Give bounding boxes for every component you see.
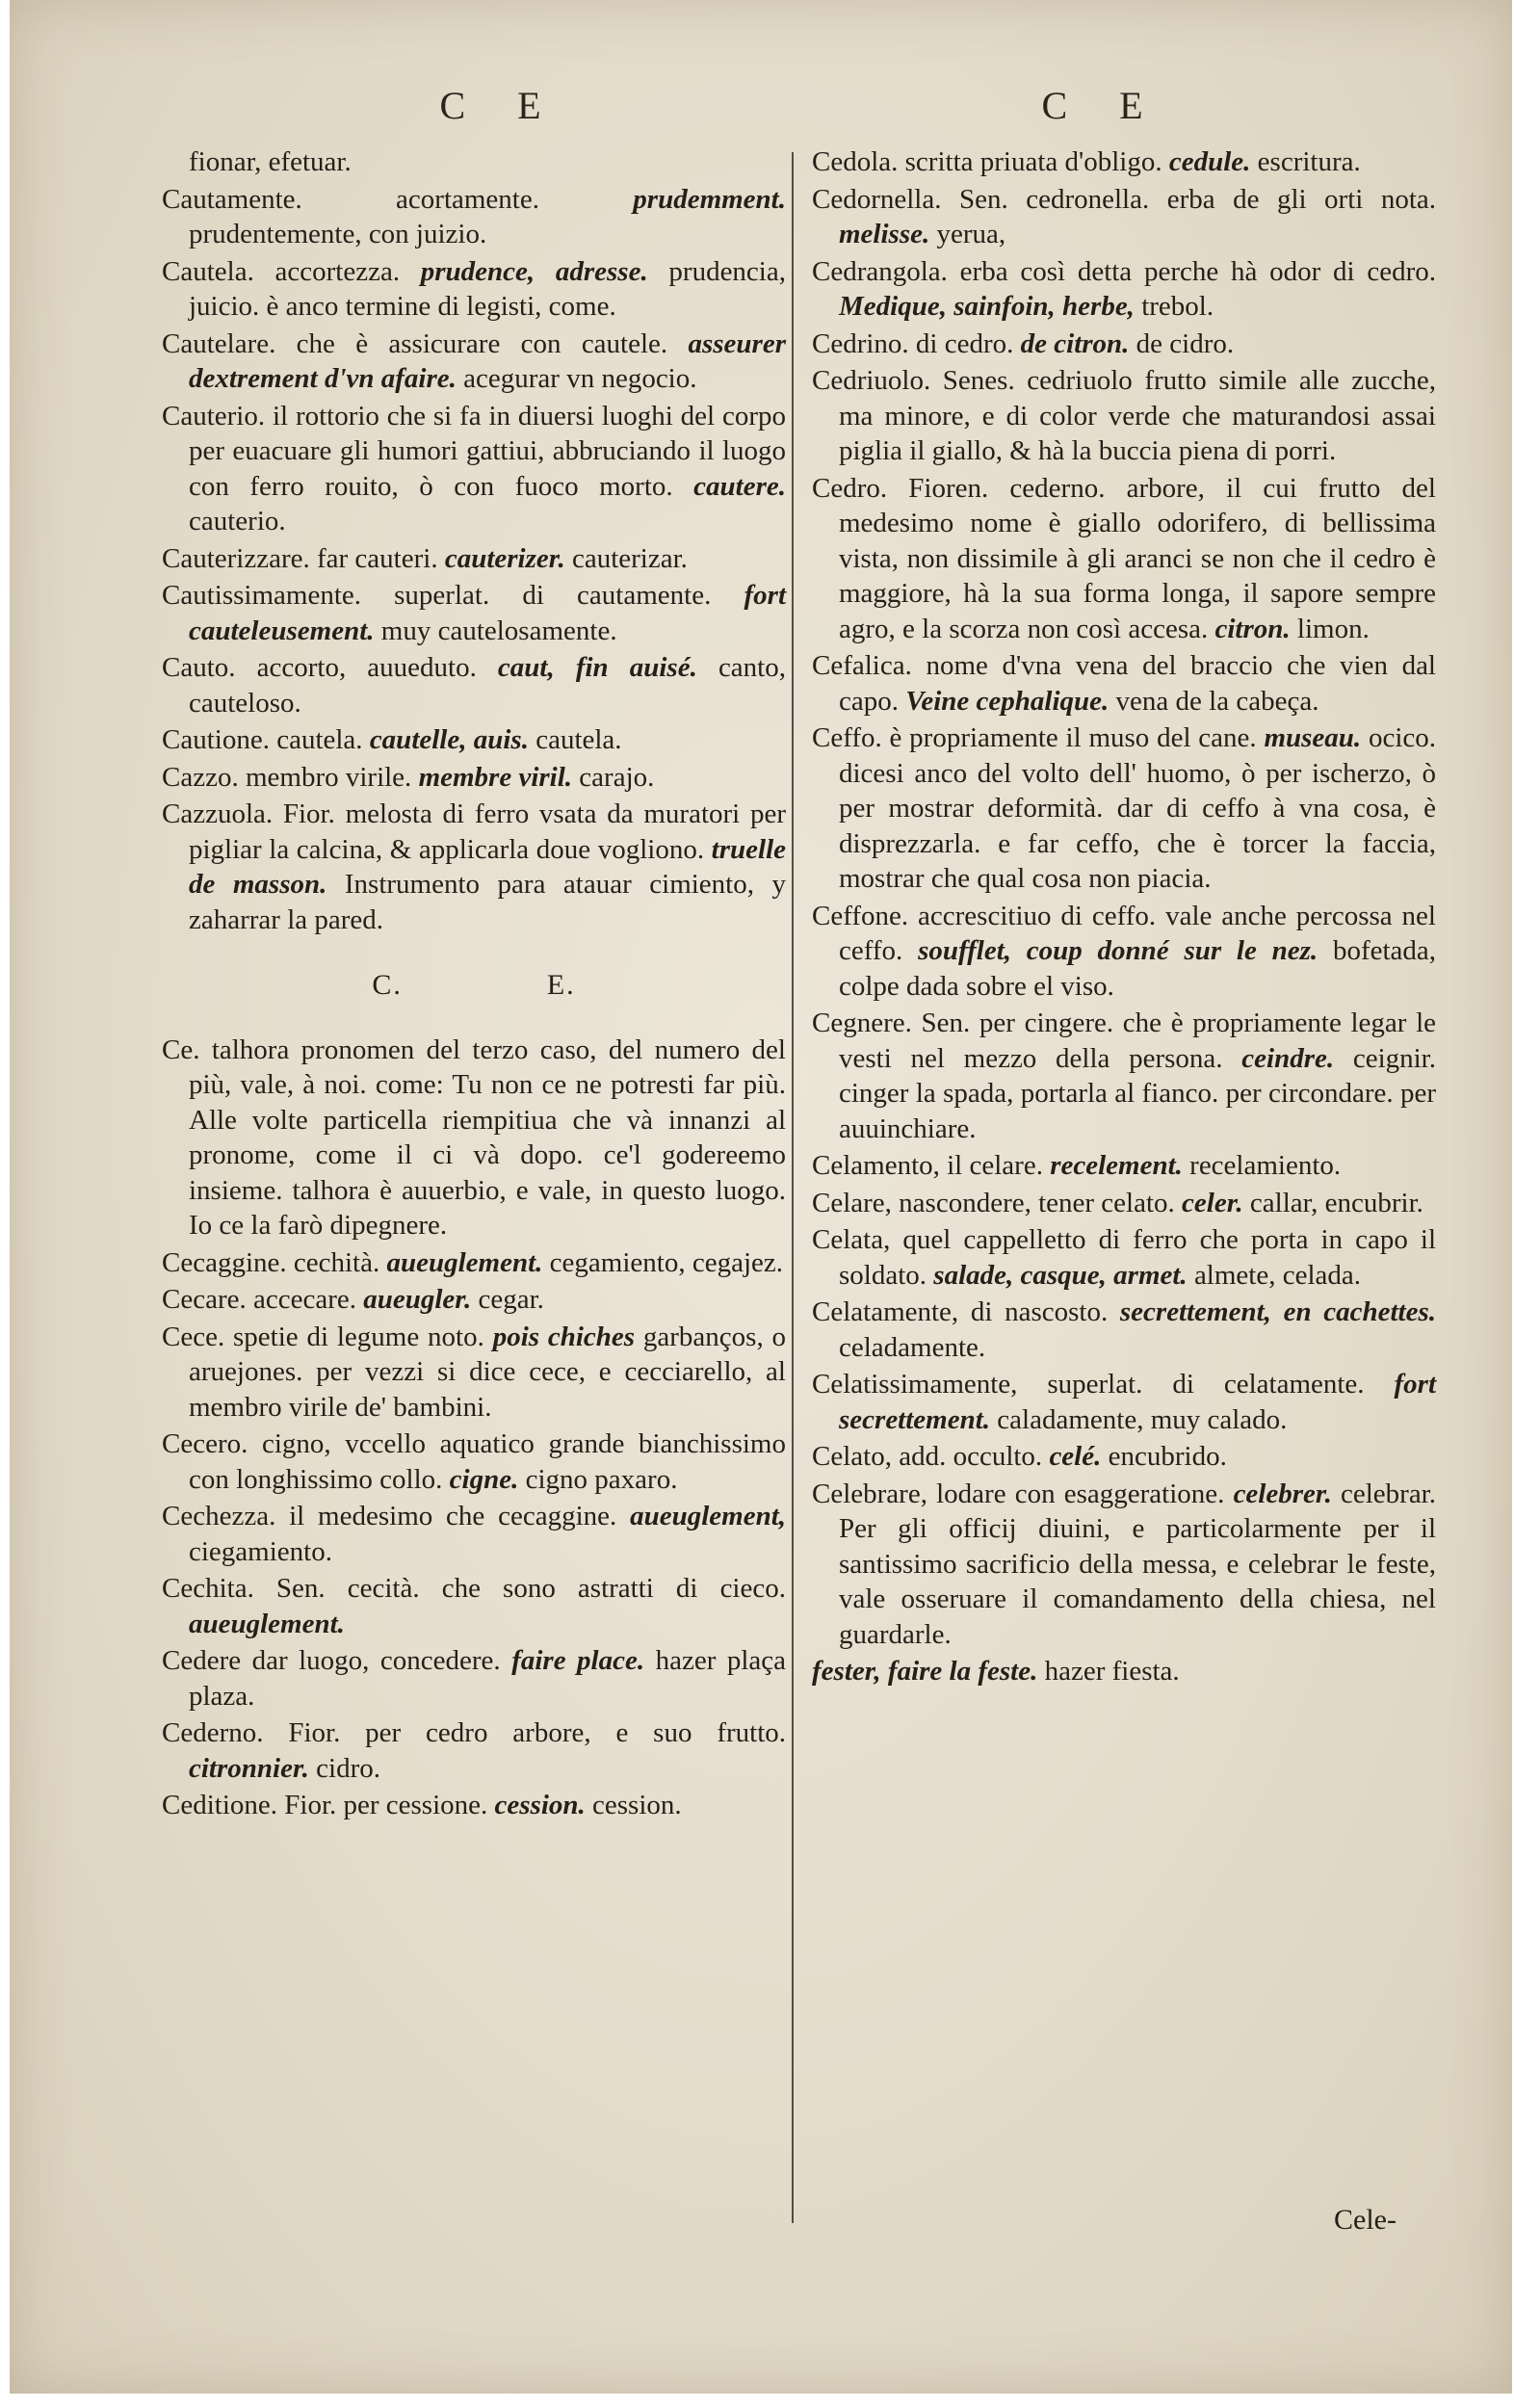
entry-text: Cefalica. nome d'vna vena del braccio che vien dal capo. [812,650,1436,717]
entry-text: fionar, efetuar. [189,146,352,177]
spanish-equivalent: limon. [1296,613,1370,644]
french-equivalent: citronnier. [189,1752,309,1784]
french-equivalent: recelement. [1050,1150,1183,1181]
french-equivalent: celebrer. [1233,1478,1332,1509]
dictionary-entry [162,1499,786,1569]
spanish-equivalent: prudencia, juicio. è anco termine di legisti, come. [189,255,786,322]
dictionary-entry [162,399,786,539]
dictionary-entry [162,327,786,397]
left-entries [162,144,786,937]
french-equivalent: Veine cephalique. [905,685,1109,717]
entry-text: Celare, nascondere, tener celato. [812,1187,1175,1218]
entry-text: Cautissimamente. superlat. di cautamente. [162,580,712,611]
dictionary-entry [812,648,1436,719]
spanish-equivalent: ocico. dicesi anco del volto dell' huomo, ò per ischerzo, ò per mostrar deformità. dar di ceffo à vna cosa, è disprezzarla. e far ceffo, che è torcer la faccia, mostrar che qual cosa non piacia. [839,722,1437,894]
entry-text: Cedriuolo. Senes. cedriuolo frutto simile alle zucche, ma minore, e di color verde che maturandosi assai piglia il giallo, & hà la buccia piena di porri. [812,365,1436,466]
entry-text: Cautela. accortezza. [162,255,401,287]
dictionary-entry [812,1654,1436,1689]
spanish-equivalent: cauterio. [189,506,286,537]
right-entries [812,144,1436,1689]
entry-text: Cazzo. membro virile. [162,761,412,793]
spanish-equivalent: celebrar. Per gli officij diuini, e particolarmente per il santissimo sacrificio della messa, e celebrar le feste, vale osseruare il comandamento della chiesa, nel guardarle. [839,1478,1436,1650]
french-equivalent: membre viril. [418,761,573,793]
spanish-equivalent: ceignir. cinger la spada, portarla al fianco. per circondare. per auuinchiare. [839,1042,1436,1144]
dictionary-entry [812,1186,1436,1221]
spanish-equivalent: carajo. [579,761,655,793]
french-equivalent: aueugler. [363,1284,472,1315]
entry-text: Ceffo. è propriamente il muso del cane. [812,722,1257,753]
french-equivalent: salade, casque, armet. [933,1259,1188,1291]
french-equivalent: cauterizer. [444,542,565,574]
spanish-equivalent: almete, celada. [1193,1259,1362,1291]
dictionary-entry [812,144,1436,180]
entry-text: Celatissimamente, superlat. di celatamente. [812,1369,1365,1400]
dictionary-entry [162,1788,786,1823]
dictionary-entry [812,1222,1436,1293]
dictionary-entry [812,471,1436,647]
spanish-equivalent: Instrumento para atauar cimiento, y zaharrar la pared. [189,869,786,935]
spanish-equivalent: caladamente, muy calado. [997,1403,1288,1435]
dictionary-entry [162,144,786,180]
dictionary-entry [812,1477,1436,1653]
spanish-equivalent: ciegamiento. [189,1535,332,1567]
entry-text: Cechita. Sen. cecità. che sono astratti di cieco. [162,1573,786,1604]
french-equivalent: prudence, adresse. [420,255,648,287]
dictionary-entry [812,1367,1436,1437]
entry-text: Cautelare. che è assicurare con cautele. [162,327,668,359]
entry-text: Ce. talhora pronomen del terzo caso, del numero del più, vale, à noi. come: Tu non ce ne potresti far più. Alle volte particella riempitiua che và innanzi al pronome, come il ci và dopo. ce'l godereemo insieme. talhora è auuerbio, e vale, in questo luogo. Io ce la farò dipegnere. [162,1034,786,1241]
french-equivalent: de citron. [1020,327,1130,359]
spanish-equivalent: escritura. [1257,146,1361,177]
entry-text: Cecaggine. cechità. [162,1246,380,1278]
entry-text: Ceditione. Fior. per cessione. [162,1790,488,1820]
entry-text: Celato, add. occulto. [812,1441,1043,1472]
dictionary-entry [162,1245,786,1281]
spanish-equivalent: prudentemente, con juizio. [189,219,487,249]
dictionary-entry [812,720,1436,897]
catchword: Cele- [1334,2204,1397,2236]
dictionary-entry [162,1282,786,1318]
entry-text: Cedrangola. erba così detta perche hà odor di cedro. [812,255,1436,287]
entry-text: Cauterio. il rottorio che si fa in diuersi luoghi del corpo per euacuare gli humori gattiui, abbruciando il luogo con ferro rouito, ò con fuoco morto. [162,400,786,502]
entry-text: Cechezza. il medesimo che cecaggine. [162,1501,617,1531]
french-equivalent: cautelle, auis. [369,724,529,755]
french-equivalent: faire place. [511,1645,645,1676]
french-equivalent: museau. [1264,722,1362,753]
entry-text: Cederno. Fior. per cedro arbore, e suo frutto. [162,1717,786,1748]
section-heading-left: C. [372,969,403,1001]
dictionary-entry [812,363,1436,469]
french-equivalent: melisse. [839,219,930,249]
entry-text: Celebrare, lodare con esaggeratione. [812,1478,1225,1509]
entry-text: Cauto. accorto, auueduto. [162,652,477,683]
dictionary-entry [162,1715,786,1786]
dictionary-entry [162,797,786,937]
spanish-equivalent: garbanços, o aruejones. per vezzi si dice cece, e cecciarello, al membro virile de' bambini. [189,1321,787,1423]
spanish-equivalent: hazer plaça plaza. [189,1645,787,1712]
spanish-equivalent: de cidro. [1136,327,1235,359]
entry-text: Cautione. cautela. [162,724,363,755]
french-equivalent: aueuglement, [630,1501,787,1531]
french-equivalent: celer. [1182,1187,1243,1218]
spanish-equivalent: muy cautelosamente. [380,615,617,646]
dictionary-entry [812,1006,1436,1146]
dictionary-entry [162,254,786,325]
spanish-equivalent: cegamiento, cegajez. [549,1246,783,1278]
french-equivalent: Medique, sainfoin, herbe, [839,291,1135,322]
french-equivalent: ceindre. [1241,1042,1335,1074]
entry-text: Cedro. Fioren. cederno. arbore, il cui frutto del medesimo nome è giallo odorifero, di bellissima vista, non dissimile à gli aranci se non che il cedro è maggiore, hà la sua forma longa, il sapore sempre agro, e la scorza non così accesa. [812,472,1436,644]
entry-text: Celamento, il celare. [812,1150,1043,1181]
spanish-equivalent: trebol. [1141,291,1214,322]
spanish-equivalent: cidro. [316,1752,380,1784]
entry-text: Cazzuola. Fior. melosta di ferro vsata da muratori per pigliar la calcina, & applicarla doue vogliono. [162,798,786,865]
left-column [162,144,786,1825]
french-equivalent: soufflet, coup donné sur le nez. [918,935,1318,966]
entry-text: Celatamente, di nascosto. [812,1296,1109,1327]
dictionary-entry [812,327,1436,362]
section-heading-right: E. [546,969,576,1001]
dictionary-entry [162,650,786,720]
spanish-equivalent: callar, encubrir. [1249,1187,1423,1218]
section-heading [162,968,786,1004]
entry-text: Cedornella. Sen. cedronella. erba de gli orti nota. [812,183,1436,215]
french-equivalent: caut, fin auisé. [497,652,697,683]
entry-text: Cauterizzare. far cauteri. [162,542,438,574]
french-equivalent: cession. [494,1790,586,1820]
dictionary-entry [812,254,1436,325]
entry-text: Cegnere. Sen. per cingere. che è propriamente legar le vesti nel mezzo della persona. [812,1008,1436,1074]
french-equivalent: citron. [1214,613,1291,644]
spanish-equivalent: celadamente. [839,1331,986,1363]
french-equivalent: celé. [1049,1441,1102,1472]
dictionary-entry [162,1320,786,1426]
dictionary-entry [162,578,786,648]
french-equivalent: aueuglement. [189,1608,345,1639]
spanish-equivalent: bofetada, colpe dada sobre el viso. [839,935,1437,1002]
dictionary-entry [162,1426,786,1497]
dictionary-entry [162,760,786,796]
spanish-equivalent: yerua, [936,219,1006,249]
entry-text: Cedrino. di cedro. [812,327,1014,359]
dictionary-entry [812,182,1436,252]
french-equivalent: cigne. [449,1463,519,1495]
entry-text: Cecare. accecare. [162,1284,356,1315]
french-equivalent: pois chiches [492,1321,636,1352]
spanish-equivalent: cigno paxaro. [525,1463,678,1495]
dictionary-entry [812,1439,1436,1475]
french-equivalent: asseurer dextrement d'vn afaire. [189,327,786,394]
entry-text: Celata, quel cappelletto di ferro che porta in capo il soldato. [812,1224,1436,1291]
entry-text: Cautamente. acortamente. [162,183,539,215]
entry-text: Cedola. scritta priuata d'obligo. [812,146,1162,177]
running-header-left: C E [439,84,562,127]
dictionary-entry [162,541,786,577]
entry-text: Cecero. cigno, vccello aquatico grande bianchissimo con longhissimo collo. [162,1428,786,1495]
spanish-equivalent: hazer fiesta. [1044,1656,1180,1687]
spanish-equivalent: cautela. [535,724,622,755]
french-equivalent: fort cauteleusement. [189,580,786,646]
entry-text: Cedere dar luogo, concedere. [162,1645,501,1676]
french-equivalent: aueuglement. [386,1246,543,1278]
dictionary-entry [162,1033,786,1243]
spanish-equivalent: cauterizar. [571,542,688,574]
dictionary-entry [162,182,786,252]
french-equivalent: secrettement, en cachettes. [1119,1296,1437,1327]
running-header-right: C E [1041,84,1164,127]
column-divider [792,152,794,2223]
dictionary-entry [162,722,786,758]
dictionary-entry [162,1571,786,1641]
dictionary-entry [162,1643,786,1714]
spanish-equivalent: cegar. [478,1284,544,1315]
entry-text: Ceffone. accrescitiuo di ceffo. vale anche percossa nel ceffo. [812,900,1436,966]
french-equivalent: prudemment. [633,183,786,215]
spanish-equivalent: canto, cautelosо. [189,652,786,719]
spanish-equivalent: vena de la cabeça. [1115,685,1319,717]
french-equivalent: fort secrettement. [839,1369,1436,1435]
french-equivalent: cedule. [1168,146,1251,177]
spanish-equivalent: acegurar vn negocio. [463,363,697,394]
dictionary-entry [812,1295,1436,1365]
spanish-equivalent: recelamiento. [1189,1150,1342,1181]
french-equivalent: truelle de masson. [189,833,787,900]
spanish-equivalent: encubrido. [1108,1441,1227,1472]
right-column [812,144,1436,1691]
dictionary-entry [812,899,1436,1005]
left-entries-after [162,1033,786,1823]
dictionary-entry [812,1148,1436,1184]
french-equivalent: cautere. [693,470,786,502]
spanish-equivalent: cession. [592,1790,682,1820]
entry-text: Cece. spetie di legume noto. [162,1321,484,1352]
french-equivalent: fester, faire la feste. [812,1656,1038,1687]
